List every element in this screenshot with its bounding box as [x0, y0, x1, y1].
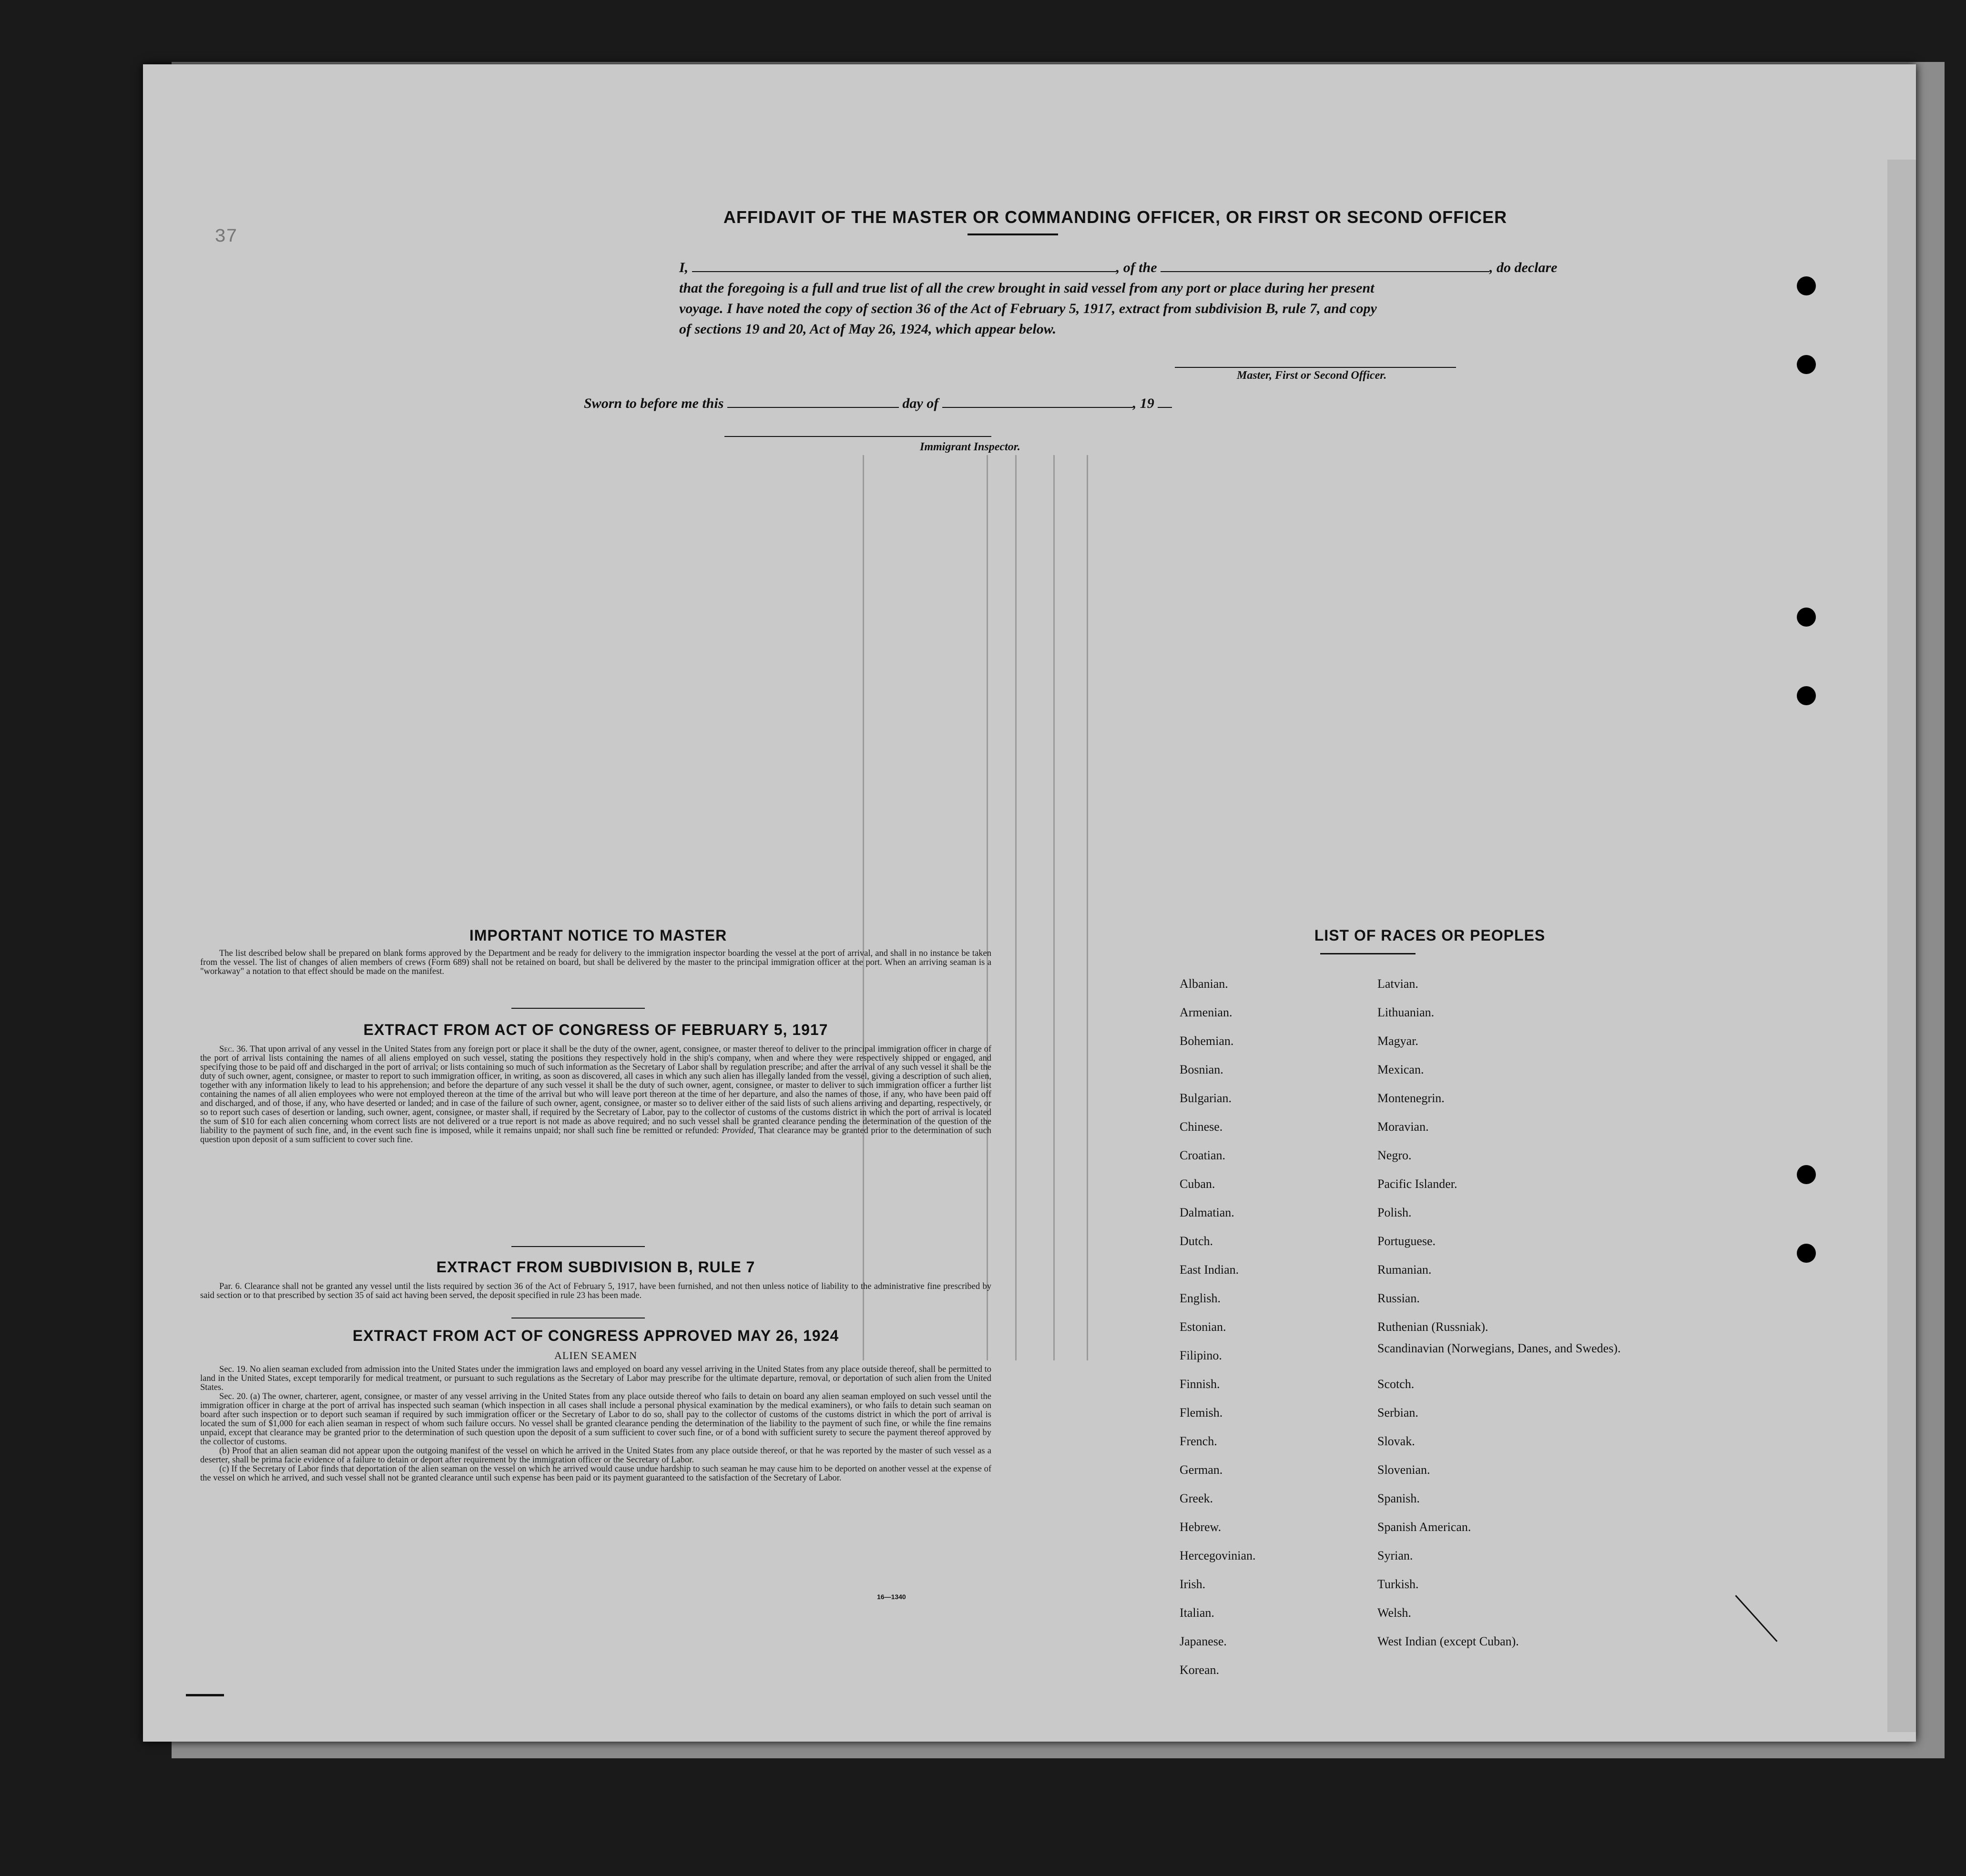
race-item: Turkish. [1377, 1577, 1419, 1591]
rule7-title: EXTRACT FROM SUBDIVISION B, RULE 7 [436, 1258, 755, 1276]
race-item: Negro. [1377, 1148, 1412, 1162]
manifest-page-back [143, 64, 1916, 1742]
form-number: 16—1340 [877, 1593, 906, 1601]
page-stamp: 37 [214, 226, 238, 248]
sec-20c: (c) If the Secretary of Labor finds that deportation of the alien seaman on the vessel on which he arrived would cause undue hardship to such seaman he may cause him to be deported on another vessel at the expense of the vessel on which he arrived, and such vessel shall not be granted clearance until such expense has been paid or its payment guaranteed to the satisfaction of the Secretary of Labor. [200, 1464, 991, 1483]
races-title: LIST OF RACES OR PEOPLES [1314, 927, 1546, 944]
race-item: Albanian. [1180, 977, 1228, 991]
master-signature-line[interactable] [1175, 367, 1456, 368]
race-item: Dutch. [1180, 1234, 1213, 1248]
race-item: Italian. [1180, 1606, 1214, 1620]
race-item: Mexican. [1377, 1063, 1424, 1076]
race-item: Magyar. [1377, 1034, 1418, 1048]
margin-mark [186, 1694, 224, 1696]
affidavit-line4: of sections 19 and 20, Act of May 26, 1924, which appear below. [679, 321, 1057, 337]
title-divider [968, 233, 1058, 235]
sec-19: Sec. 19. No alien seaman excluded from admission into the United States under the immigration laws and employed on board any vessel arriving in the United States from any place outside thereof, shall be permitted to land in the United States, except temporarily for medical treatment, or pursuant to such regulations as the Secretary of Labor may prescribe for the ultimate departure, removal, or deportation of such alien from the United States. [200, 1365, 991, 1392]
punch-hole [1797, 1165, 1816, 1184]
race-item: Rumanian. [1377, 1263, 1432, 1277]
day-blank[interactable] [727, 403, 899, 408]
extract-1924-title: EXTRACT FROM ACT OF CONGRESS APPROVED MAY 26, 1924 [352, 1327, 839, 1344]
extract-1924-body [200, 1365, 991, 1483]
race-item: Bulgarian. [1180, 1091, 1232, 1105]
race-item: Portuguese. [1377, 1234, 1436, 1248]
race-item: Slovak. [1377, 1434, 1415, 1448]
race-item: Pacific Islander. [1377, 1177, 1457, 1191]
sec-20a: Sec. 20. (a) The owner, charterer, agent, consignee, or master of any vessel arriving in the United States from any place outside thereof who fails to detain on board any alien seaman employed on such vessel until the immigration officer in charge at the port of arrival has inspected such seaman (which inspection in all cases shall include a personal physical examination by the medical examiners), or who fails to detain such seaman on board after such inspection or to deport such seaman if required by such immigration officer or the Secretary of Labor to do so, shall pay to the collector of customs of the customs district in which the port of arrival is located the sum of $1,000 for each alien seaman in respect of whom such failure occurs. No vessel shall be granted clearance pending the determination of the liability to the payment of such fine, or while the fine remains unpaid, except that clearance may be granted prior to the determination of such question upon the deposit of a sum sufficient to cover such fine, or of a bond with sufficient surety to secure the payment thereof approved by the collector of customs. [200, 1392, 991, 1447]
notice-title: IMPORTANT NOTICE TO MASTER [469, 927, 727, 944]
punch-hole [1797, 276, 1816, 295]
affidavit-line1: I, , of the , do declare [679, 260, 1558, 275]
race-item: Syrian. [1377, 1549, 1413, 1562]
race-item: East Indian. [1180, 1263, 1239, 1277]
race-item: Montenegrin. [1377, 1091, 1445, 1105]
race-item: Russian. [1377, 1291, 1420, 1305]
race-item: Filipino. [1180, 1349, 1222, 1362]
sec-20b: (b) Proof that an alien seaman did not appear upon the outgoing manifest of the vessel on which he arrived in the United States from any place outside thereof, or that he was reported by the master of such vessel as a deserter, shall be prima facie evidence of a failure to detain or deport after requirement by the immigration officer or the Secretary of Labor. [200, 1446, 991, 1465]
race-item: Dalmatian. [1180, 1206, 1234, 1219]
race-item: Bosnian. [1180, 1063, 1223, 1076]
name-blank[interactable] [692, 267, 1116, 272]
bleed-through-rule [1053, 455, 1055, 1360]
extract-1917-body: Sec. 36. That upon arrival of any vessel in the United States from any foreign port or place it shall be the duty of the owner, agent, consignee, or master thereof to deliver to the principal immigration officer in charge of the port of arrival lists containing the names of all aliens employed on such vessel, stating the positions they respectively hold in the ship's company, when and where they were respectively shipped or engaged, and specifying those to be paid off and discharged in the port of arrival; or lists containing so much of such information as the Secretary of Labor shall by regulation prescribe; and after the arrival of any such vessel it shall be the duty of such owner, agent, consignee, or master to report to such immigration officer, in writing, as soon as discovered, all cases in which any such alien has illegally landed from the vessel, giving a description of such alien, together with any information likely to lead to his apprehension; and before the departure of any such vessel it shall be the duty of such owner, agent, consignee, or master to deliver to such immigration officer a further list containing the names of all alien employees who were not employed thereon at the time of the arrival but who will leave port thereon at the time of her departure, and also the names of those, if any, who have been paid off and discharged, and of those, if any, who have deserted or landed; and in case of the failure of such owner, agent, consignee, or master so to deliver either of the said lists of such aliens arriving and departing, respectively, or so to report such cases of desertion or landing, such owner, agent, consignee, or master shall, if required by the Secretary of Labor, pay to the collector of customs of the customs district in which the port of arrival is located the sum of $10 for each alien concerning whom correct lists are not delivered or a true report is not made as above required; and no such vessel shall be granted clearance pending the determination of the question of the liability to the payment of such fine, and, in the event such fine is imposed, while it remains unpaid; nor shall such fine be remitted or refunded: Provided, That clearance may be granted prior to the determination of such question upon deposit of a sum sufficient to cover such fine. [200, 1044, 992, 1145]
extract-1917-title: EXTRACT FROM ACT OF CONGRESS OF FEBRUARY 5, 1917 [363, 1021, 828, 1038]
bleed-through-rule [863, 455, 864, 1360]
races-divider [1320, 953, 1416, 954]
race-item: Moravian. [1377, 1120, 1429, 1134]
race-item: Finnish. [1180, 1377, 1220, 1391]
alien-seamen-subtitle: ALIEN SEAMEN [554, 1349, 637, 1361]
bleed-through-rule [1087, 455, 1088, 1360]
race-item: French. [1180, 1434, 1217, 1448]
page-edge [1887, 160, 1916, 1732]
races-column-2 [1377, 970, 1663, 1656]
race-item: Armenian. [1180, 1005, 1233, 1019]
race-item: West Indian (except Cuban). [1377, 1634, 1519, 1648]
race-item: Scandinavian (Norwegians, Danes, and Swedes). [1377, 1341, 1621, 1355]
race-item: English. [1180, 1291, 1221, 1305]
race-item: Ruthenian (Russniak). [1377, 1320, 1488, 1334]
bleed-through-rule [1015, 455, 1017, 1360]
year-blank[interactable] [1158, 403, 1172, 408]
race-item: Irish. [1180, 1577, 1206, 1591]
vessel-blank[interactable] [1161, 267, 1489, 272]
race-item: Scotch. [1377, 1377, 1415, 1391]
race-item: Greek. [1180, 1491, 1213, 1505]
race-item: German. [1180, 1463, 1223, 1477]
race-item: Estonian. [1180, 1320, 1226, 1334]
extract-1917-divider [511, 1246, 645, 1247]
race-item: Serbian. [1377, 1406, 1418, 1420]
month-blank[interactable] [942, 403, 1133, 408]
punch-hole [1797, 1244, 1816, 1263]
affidavit-line2: that the foregoing is a full and true list of all the crew brought in said vessel from any port or place during her present [679, 280, 1375, 296]
race-item: Hercegovinian. [1180, 1549, 1256, 1562]
bleed-through-rule [987, 455, 988, 1360]
race-item: Spanish. [1377, 1491, 1420, 1505]
rule7-body: Par. 6. Clearance shall not be granted any vessel until the lists required by section 36 of the Act of February 5, 1917, have been furnished, and not then unless notice of liability to the administrative fine prescribed by said section or to that prescribed by section 35 of said act having been served, the deposit specified in rule 23 has been made. [200, 1282, 991, 1300]
race-item: Slovenian. [1377, 1463, 1430, 1477]
punch-hole [1797, 686, 1816, 705]
race-item: Latvian. [1377, 977, 1418, 991]
race-item: Croatian. [1180, 1148, 1226, 1162]
master-caption: Master, First or Second Officer. [1237, 369, 1387, 382]
notice-divider [511, 1008, 645, 1009]
punch-hole [1797, 355, 1816, 374]
inspector-signature-line[interactable] [724, 436, 991, 437]
race-item: Cuban. [1180, 1177, 1215, 1191]
race-item: Japanese. [1180, 1634, 1227, 1648]
affidavit-line3: voyage. I have noted the copy of section 36 of the Act of February 5, 1917, extract from subdivision B, rule 7, and copy [679, 301, 1377, 316]
race-item: Bohemian. [1180, 1034, 1234, 1048]
race-item: Spanish American. [1377, 1520, 1471, 1534]
race-item: Lithuanian. [1377, 1005, 1435, 1019]
pen-mark [1735, 1595, 1777, 1642]
races-column-1 [1180, 970, 1370, 1684]
inspector-caption: Immigrant Inspector. [920, 441, 1020, 453]
race-item: Polish. [1377, 1206, 1412, 1219]
punch-hole [1797, 608, 1816, 627]
race-item: Flemish. [1180, 1406, 1223, 1420]
race-item: Korean. [1180, 1663, 1220, 1677]
notice-body: The list described below shall be prepared on blank forms approved by the Department and be ready for delivery to the immigration inspector boarding the vessel at the port of arrival, and shall in no instance be taken from the vessel. The list of changes of alien members of crews (Form 689) shall not be retained on board, but shall be delivered by the master to the principal immigration officer at the port. When an arriving seaman is a "workaway" a notation to that effect should be made on the manifest. [200, 949, 991, 976]
race-item: Chinese. [1180, 1120, 1223, 1134]
affidavit-title: AFFIDAVIT OF THE MASTER OR COMMANDING OFFICER, OR FIRST OR SECOND OFFICER [723, 207, 1508, 227]
race-item: Welsh. [1377, 1606, 1411, 1620]
race-item: Hebrew. [1180, 1520, 1222, 1534]
sworn-line: Sworn to before me this day of , 19 [584, 393, 1537, 414]
